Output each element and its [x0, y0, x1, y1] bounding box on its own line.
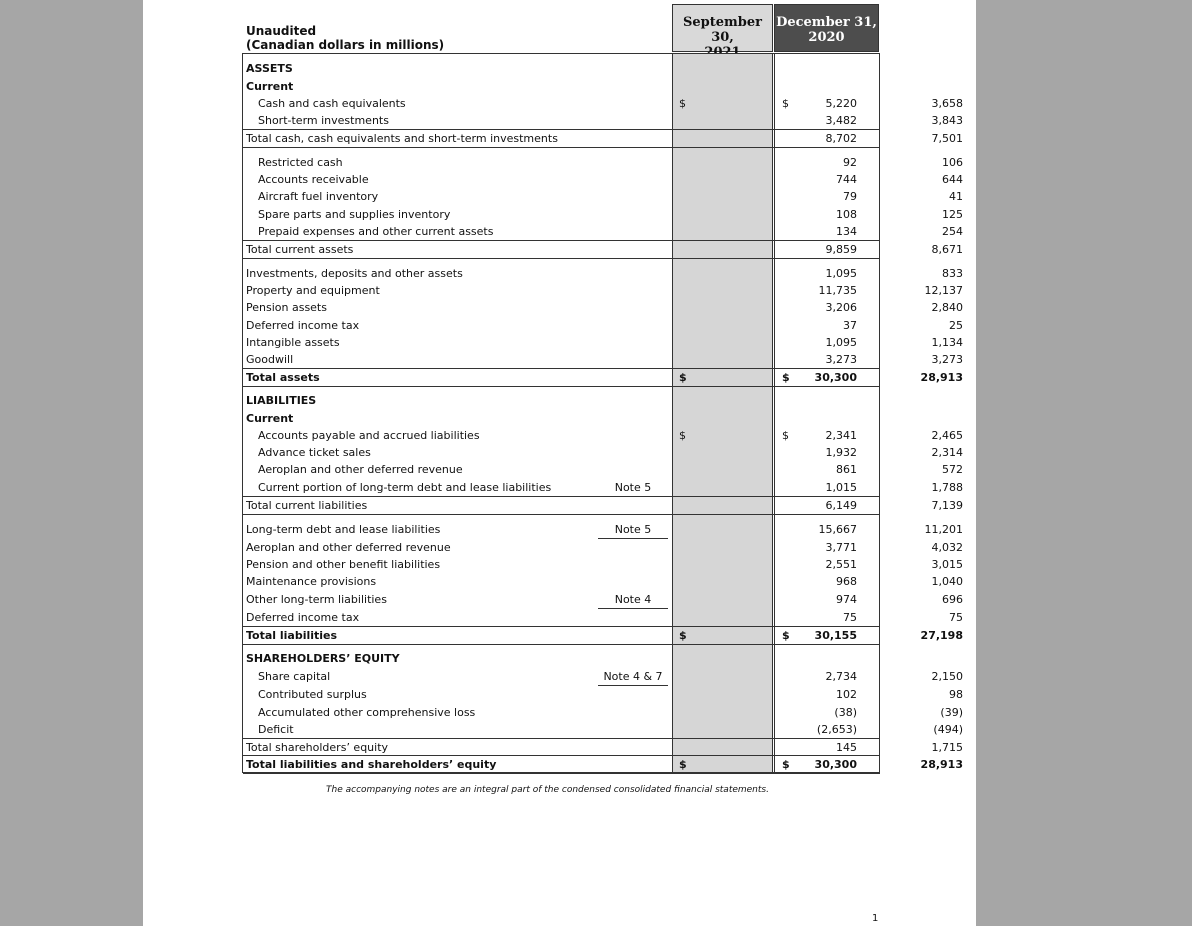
row-label: Total liabilities — [246, 629, 338, 642]
table-row — [243, 627, 963, 644]
subsection-heading-row — [243, 410, 880, 427]
value-sep-2021: 11,735 — [818, 284, 857, 297]
value-dec-2020: 2,840 — [931, 301, 963, 314]
value-sep-2021: 145 — [836, 741, 857, 754]
value-dec-2020: 98 — [949, 688, 963, 701]
table-row — [243, 369, 963, 386]
row-label: LIABILITIES — [246, 394, 317, 407]
value-sep-2021: 30,300 — [814, 758, 857, 771]
currency-symbol: $ — [679, 758, 687, 771]
table-row — [243, 573, 963, 590]
value-dec-2020: 4,032 — [931, 541, 963, 554]
row-label: Aeroplan and other deferred revenue — [246, 541, 451, 554]
row-separator — [243, 368, 880, 369]
currency-symbol: $ — [782, 758, 790, 771]
unaudited-label: Unaudited — [246, 24, 317, 38]
section-heading-row — [243, 392, 880, 409]
row-separator — [243, 738, 880, 739]
table-row — [243, 609, 963, 626]
currency-symbol: $ — [782, 371, 790, 384]
value-dec-2020: 27,198 — [920, 629, 963, 642]
table-row — [243, 334, 963, 351]
value-dec-2020: 1,134 — [931, 336, 963, 349]
value-dec-2020: 75 — [949, 611, 963, 624]
value-sep-2021: 861 — [836, 463, 857, 476]
row-separator — [243, 147, 880, 148]
row-label: Aircraft fuel inventory — [258, 190, 379, 203]
row-label: Aeroplan and other deferred revenue — [258, 463, 463, 476]
value-dec-2020: 25 — [949, 319, 963, 332]
table-row — [243, 461, 963, 478]
row-separator — [243, 386, 880, 387]
row-separator — [243, 644, 880, 645]
table-row — [243, 497, 963, 514]
value-dec-2020: 2,465 — [931, 429, 963, 442]
value-dec-2020: 7,501 — [931, 132, 963, 145]
row-label: Accounts receivable — [258, 173, 369, 186]
value-dec-2020: 1,788 — [931, 481, 963, 494]
value-sep-2021: 37 — [843, 319, 857, 332]
table-row — [243, 265, 963, 282]
value-sep-2021: 15,667 — [818, 523, 857, 536]
column-header-date: September 30, — [683, 15, 762, 45]
value-dec-2020: (39) — [940, 706, 963, 719]
table-row — [243, 556, 963, 573]
section-heading-row — [243, 650, 880, 667]
row-label: Property and equipment — [246, 284, 380, 297]
row-label: Current portion of long-term debt and lease liabilities — [258, 481, 552, 494]
row-label: Goodwill — [246, 353, 294, 366]
currency-note: (Canadian dollars in millions) — [246, 38, 445, 52]
document-page — [143, 0, 976, 926]
table-row — [243, 299, 963, 316]
column-header-sep-2021 — [672, 4, 773, 52]
value-dec-2020: 106 — [942, 156, 963, 169]
value-sep-2021: 3,771 — [825, 541, 857, 554]
value-sep-2021: 3,482 — [825, 114, 857, 127]
value-sep-2021: 3,206 — [825, 301, 857, 314]
note-reference: Note 5 — [614, 481, 652, 494]
value-sep-2021: 1,015 — [825, 481, 857, 494]
row-label: Total shareholders’ equity — [246, 741, 389, 754]
value-sep-2021: 30,155 — [814, 629, 857, 642]
row-label: Total cash, cash equivalents and short-term investments — [246, 132, 558, 145]
row-label: Investments, deposits and other assets — [246, 267, 463, 280]
row-label: Cash and cash equivalents — [258, 97, 406, 110]
column-header-date: December 31, — [776, 15, 877, 30]
value-sep-2021: 744 — [836, 173, 857, 186]
value-sep-2021: 2,341 — [825, 429, 857, 442]
value-dec-2020: 125 — [942, 208, 963, 221]
row-label: Total current liabilities — [246, 499, 368, 512]
table-row — [243, 668, 963, 685]
value-sep-2021: 6,149 — [825, 499, 857, 512]
row-label: Spare parts and supplies inventory — [258, 208, 451, 221]
value-dec-2020: 1,715 — [931, 741, 963, 754]
table-row — [243, 188, 963, 205]
value-dec-2020: 7,139 — [931, 499, 963, 512]
value-dec-2020: 11,201 — [924, 523, 963, 536]
table-row — [243, 317, 963, 334]
row-label: Long-term debt and lease liabilities — [246, 523, 441, 536]
table-row — [243, 521, 963, 538]
row-label: Contributed surplus — [258, 688, 367, 701]
row-label: Pension assets — [246, 301, 327, 314]
row-label: Total current assets — [246, 243, 354, 256]
note-reference: Note 4 — [614, 593, 652, 606]
value-sep-2021: 1,932 — [825, 446, 857, 459]
value-sep-2021: 134 — [836, 225, 857, 238]
table-row — [243, 241, 963, 258]
row-label: Share capital — [258, 670, 331, 683]
value-sep-2021: 92 — [843, 156, 857, 169]
value-sep-2021: 8,702 — [825, 132, 857, 145]
row-label: Total assets — [246, 371, 320, 384]
value-dec-2020: (494) — [933, 723, 963, 736]
row-label: Deferred income tax — [246, 319, 360, 332]
value-dec-2020: 2,150 — [931, 670, 963, 683]
row-separator — [243, 240, 880, 241]
value-sep-2021: 968 — [836, 575, 857, 588]
value-dec-2020: 41 — [949, 190, 963, 203]
value-sep-2021: 9,859 — [825, 243, 857, 256]
currency-symbol: $ — [679, 429, 686, 442]
row-label: Total liabilities and shareholders’ equity — [246, 758, 497, 771]
row-label: Prepaid expenses and other current assets — [258, 225, 494, 238]
table-row — [243, 154, 963, 171]
row-separator — [243, 626, 880, 627]
value-sep-2021: 2,551 — [825, 558, 857, 571]
row-label: Current — [246, 412, 294, 425]
currency-symbol: $ — [679, 97, 686, 110]
column-header-year: 2020 — [808, 30, 845, 45]
currency-symbol: $ — [782, 429, 789, 442]
value-sep-2021: 1,095 — [825, 267, 857, 280]
column-divider — [774, 53, 775, 773]
statement-header — [246, 24, 444, 52]
table-row — [243, 206, 963, 223]
value-dec-2020: 572 — [942, 463, 963, 476]
row-label: Other long-term liabilities — [246, 593, 387, 606]
value-sep-2021: 75 — [843, 611, 857, 624]
value-dec-2020: 28,913 — [920, 371, 963, 384]
row-label: Current — [246, 80, 294, 93]
value-dec-2020: 644 — [942, 173, 963, 186]
row-label: Advance ticket sales — [258, 446, 371, 459]
column-header-dec-2020 — [774, 4, 879, 52]
row-label: Short-term investments — [258, 114, 389, 127]
value-dec-2020: 1,040 — [931, 575, 963, 588]
table-row — [243, 479, 963, 496]
row-label: ASSETS — [246, 62, 293, 75]
value-sep-2021: (2,653) — [816, 723, 857, 736]
value-dec-2020: 3,273 — [931, 353, 963, 366]
row-label: Maintenance provisions — [246, 575, 377, 588]
table-row — [243, 171, 963, 188]
table-row — [243, 444, 963, 461]
row-separator — [243, 514, 880, 515]
value-dec-2020: 8,671 — [931, 243, 963, 256]
table-row — [243, 112, 963, 129]
table-row — [243, 223, 963, 240]
row-label: Intangible assets — [246, 336, 340, 349]
table-row — [243, 282, 963, 299]
row-separator — [243, 773, 880, 774]
value-dec-2020: 3,015 — [931, 558, 963, 571]
table-row — [243, 539, 963, 556]
note-reference: Note 5 — [614, 523, 652, 536]
value-dec-2020: 254 — [942, 225, 963, 238]
row-label: Restricted cash — [258, 156, 343, 169]
value-sep-2021: 79 — [843, 190, 857, 203]
value-sep-2021: 2,734 — [825, 670, 857, 683]
table-row — [243, 591, 963, 608]
value-dec-2020: 3,658 — [931, 97, 963, 110]
table-row — [243, 130, 963, 147]
currency-symbol: $ — [782, 97, 789, 110]
row-separator — [243, 496, 880, 497]
row-label: Pension and other benefit liabilities — [246, 558, 441, 571]
value-dec-2020: 833 — [942, 267, 963, 280]
table-row — [243, 95, 963, 112]
currency-symbol: $ — [679, 629, 687, 642]
table-row — [243, 721, 963, 738]
value-sep-2021: 102 — [836, 688, 857, 701]
value-sep-2021: 3,273 — [825, 353, 857, 366]
value-sep-2021: 1,095 — [825, 336, 857, 349]
section-heading-row — [243, 60, 880, 77]
value-sep-2021: 108 — [836, 208, 857, 221]
currency-symbol: $ — [782, 629, 790, 642]
row-label: Deferred income tax — [246, 611, 360, 624]
row-separator — [243, 129, 880, 130]
footnote: The accompanying notes are an integral part of the condensed consolidated financial statements. — [326, 785, 769, 795]
subsection-heading-row — [243, 78, 880, 95]
value-dec-2020: 3,843 — [931, 114, 963, 127]
row-label: SHAREHOLDERS’ EQUITY — [246, 652, 400, 665]
value-sep-2021: 5,220 — [825, 97, 857, 110]
page-number: 1 — [872, 913, 879, 924]
viewer-background-right — [976, 0, 1192, 926]
note-reference: Note 4 & 7 — [603, 670, 663, 683]
table-row — [243, 427, 963, 444]
value-dec-2020: 696 — [942, 593, 963, 606]
table-row — [243, 351, 963, 368]
row-label: Accumulated other comprehensive loss — [258, 706, 476, 719]
value-sep-2021: 30,300 — [814, 371, 857, 384]
row-separator — [243, 755, 880, 756]
value-sep-2021: 974 — [836, 593, 857, 606]
row-label: Deficit — [258, 723, 294, 736]
table-row — [243, 704, 963, 721]
value-dec-2020: 2,314 — [931, 446, 963, 459]
row-separator — [243, 258, 880, 259]
value-sep-2021: (38) — [834, 706, 857, 719]
table-row — [243, 756, 963, 773]
table-row — [243, 686, 963, 703]
value-dec-2020: 28,913 — [920, 758, 963, 771]
row-label: Accounts payable and accrued liabilities — [258, 429, 480, 442]
value-dec-2020: 12,137 — [924, 284, 963, 297]
table-row — [243, 739, 963, 756]
currency-symbol: $ — [679, 371, 687, 384]
